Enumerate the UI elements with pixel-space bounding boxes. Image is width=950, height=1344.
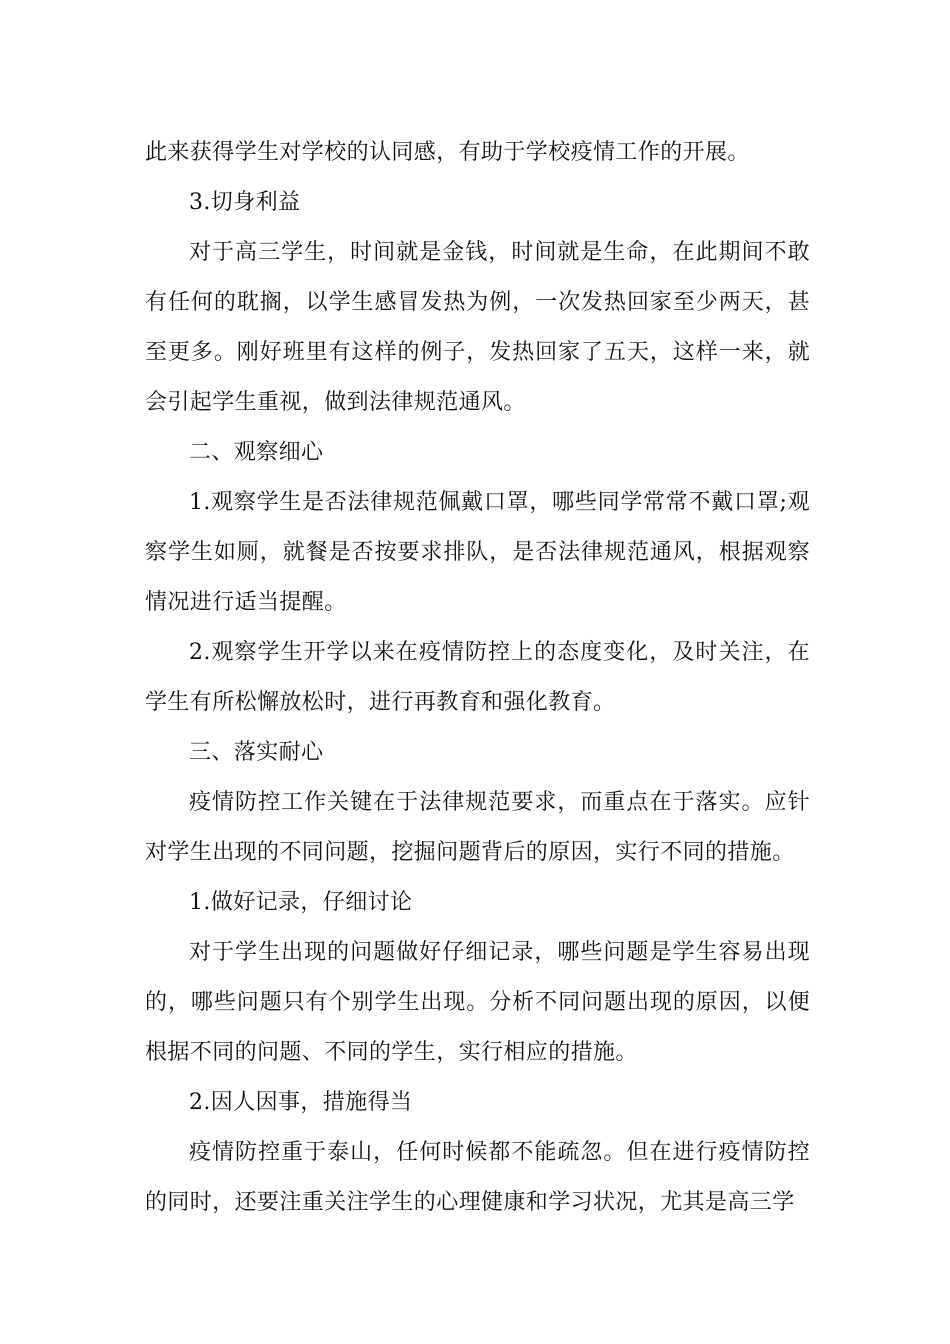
paragraph-observe-attitude: 2.观察学生开学以来在疫情防控上的态度变化，及时关注，在学生有所松懈放松时，进行再教育和强化教育。	[145, 640, 810, 715]
paragraph-continuation: 此来获得学生对学校的认同感，有助于学校疫情工作的开展。	[145, 140, 750, 165]
section-heading-observation: 二、观察细心	[189, 440, 324, 465]
paragraph-observe-masks: 1.观察学生是否法律规范佩戴口罩，哪些同学常常不戴口罩;观察学生如厕，就餐是否按要求排队，是否法律规范通风，根据观察情况进行适当提醒。	[145, 490, 810, 615]
subheading-measures: 2.因人因事，措施得当	[189, 1090, 413, 1115]
paragraph-time-value: 对于高三学生，时间就是金钱，时间就是生命，在此期间不敢有任何的耽搁，以学生感冒发热为例，一次发热回家至少两天，甚至更多。刚好班里有这样的例子，发热回家了五天，这样一来，就会引起学生重视，做到法律规范通风。	[145, 240, 810, 415]
paragraph-records: 对于学生出现的问题做好仔细记录，哪些问题是学生容易出现的，哪些问题只有个别学生出现。分析不同问题出现的原因，以便根据不同的问题、不同的学生，实行相应的措施。	[145, 940, 810, 1065]
paragraph-key-implementation: 疫情防控工作关键在于法律规范要求，而重点在于落实。应针对学生出现的不同问题，挖掘问题背后的原因，实行不同的措施。	[145, 790, 810, 865]
subheading-personal-interest: 3.切身利益	[189, 190, 301, 215]
paragraph-measures: 疫情防控重于泰山，任何时候都不能疏忽。但在进行疫情防控的同时，还要注重关注学生的心理健康和学习状况，尤其是高三学	[145, 1140, 810, 1215]
section-heading-implementation: 三、落实耐心	[189, 740, 324, 765]
document-body	[145, 128, 810, 1228]
subheading-records: 1.做好记录，仔细讨论	[189, 890, 413, 915]
